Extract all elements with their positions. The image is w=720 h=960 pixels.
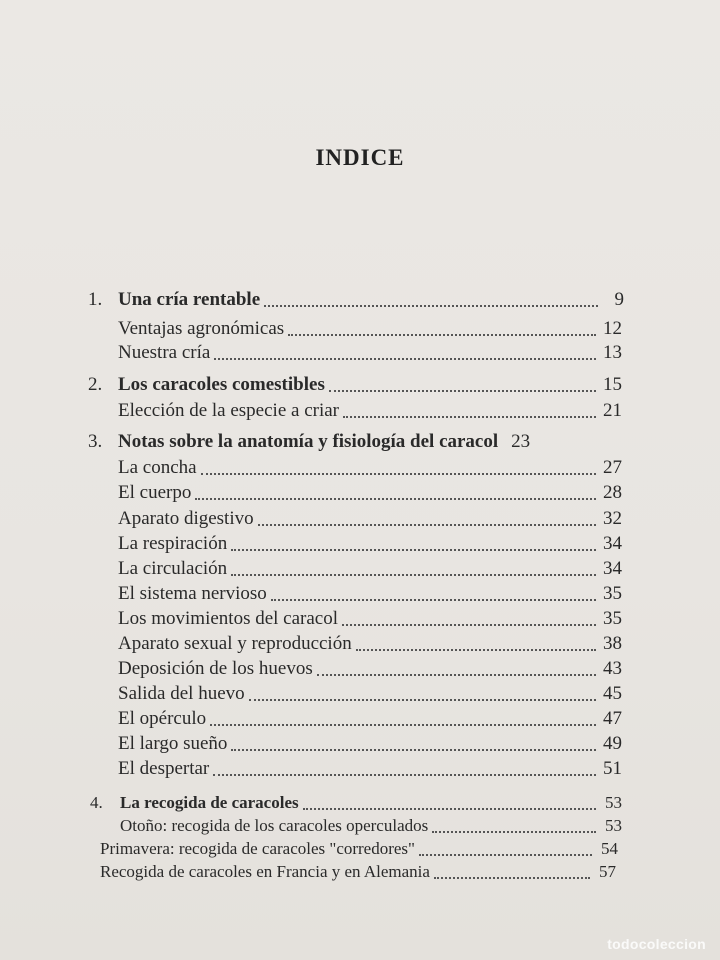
- toc-item: [118, 532, 622, 556]
- chapter-number: 4.: [90, 793, 103, 812]
- section-title: La circulación: [118, 558, 228, 579]
- toc-item: [118, 682, 622, 706]
- page-number: 12: [603, 318, 622, 339]
- page-number: 28: [603, 482, 622, 503]
- section-title: El cuerpo: [118, 482, 192, 503]
- dot-leader: [356, 649, 596, 651]
- chapter-title: Notas sobre la anatomía y fisiología del caracol: [118, 431, 499, 452]
- toc-chapter: [88, 288, 624, 312]
- dot-leader: [303, 808, 596, 810]
- toc-item: [118, 607, 622, 631]
- dot-leader: [249, 699, 596, 701]
- section-title: Primavera: recogida de caracoles "corredores": [100, 839, 415, 858]
- toc-item: [118, 732, 622, 756]
- page-title: INDICE: [315, 145, 405, 170]
- page-number: 54: [601, 839, 618, 858]
- page-number: 34: [603, 533, 622, 554]
- page-number: 9: [614, 289, 624, 310]
- toc-item: [118, 557, 622, 581]
- toc-item: [118, 757, 622, 781]
- section-title: Nuestra cría: [118, 342, 211, 363]
- page-number: 23: [511, 431, 531, 452]
- section-title: El largo sueño: [118, 733, 228, 754]
- dot-leader: [343, 416, 596, 418]
- dot-leader: [329, 390, 596, 392]
- chapter-title: La recogida de caracoles: [120, 793, 299, 812]
- section-title: Recogida de caracoles en Francia y en Alemania: [100, 862, 430, 881]
- page-number: 34: [603, 558, 622, 579]
- section-title: Los movimientos del caracol: [118, 608, 339, 629]
- toc-item: [118, 341, 622, 365]
- dot-leader: [231, 549, 596, 551]
- section-title: La respiración: [118, 533, 228, 554]
- toc-chapter: [90, 791, 624, 815]
- section-title: Salida del huevo: [118, 683, 245, 704]
- dot-leader: [231, 574, 596, 576]
- page-number: 53: [605, 816, 622, 835]
- dot-leader: [434, 877, 590, 879]
- section-title: El opérculo: [118, 708, 207, 729]
- page-number: 35: [603, 583, 622, 604]
- watermark: todocoleccion: [607, 936, 706, 952]
- page-number: 27: [603, 457, 622, 478]
- dot-leader: [271, 599, 596, 601]
- dot-leader: [231, 749, 596, 751]
- dot-leader: [317, 674, 596, 676]
- dot-leader: [210, 724, 596, 726]
- dot-leader: [213, 774, 596, 776]
- toc-item: [118, 507, 622, 531]
- chapter-number: 2.: [88, 374, 103, 395]
- toc-item: [120, 814, 624, 838]
- toc-item: [118, 456, 622, 480]
- section-title: La concha: [118, 457, 197, 478]
- toc-chapter: [88, 373, 622, 397]
- dot-leader: [264, 305, 598, 307]
- dot-leader: [201, 473, 596, 475]
- page-number: 43: [603, 658, 622, 679]
- toc-item: [118, 582, 622, 606]
- dot-leader: [258, 524, 596, 526]
- page-number: 13: [603, 342, 622, 363]
- dot-leader: [342, 624, 596, 626]
- page-number: 49: [603, 733, 622, 754]
- dot-leader: [419, 854, 592, 856]
- chapter-title: Una cría rentable: [118, 289, 261, 310]
- page-number: 45: [603, 683, 622, 704]
- toc-chapter: [88, 430, 622, 454]
- section-title: Aparato digestivo: [118, 508, 254, 529]
- section-title: Otoño: recogida de los caracoles operculados: [120, 816, 429, 835]
- toc-item: [100, 860, 622, 884]
- dot-leader: [214, 358, 596, 360]
- toc-item: [118, 317, 622, 341]
- page-number: 47: [603, 708, 622, 729]
- dot-leader: [195, 498, 596, 500]
- section-title: El sistema nervioso: [118, 583, 267, 604]
- page-number: 21: [603, 400, 622, 421]
- dot-leader: [288, 334, 596, 336]
- section-title: Elección de la especie a criar: [118, 400, 339, 421]
- section-title: El despertar: [118, 758, 210, 779]
- section-title: Ventajas agronómicas: [118, 318, 285, 339]
- toc-item: [118, 481, 622, 505]
- section-title: Aparato sexual y reproducción: [118, 633, 352, 654]
- dot-leader: [432, 831, 596, 833]
- chapter-title: Los caracoles comestibles: [118, 374, 325, 395]
- page-number: 15: [603, 374, 622, 395]
- page-number: 35: [603, 608, 622, 629]
- toc-item: [118, 399, 622, 423]
- toc-item: [118, 707, 622, 731]
- section-title: Deposición de los huevos: [118, 658, 313, 679]
- toc-item: [118, 657, 622, 681]
- chapter-number: 3.: [88, 431, 103, 452]
- toc-item: [100, 837, 622, 861]
- chapter-number: 1.: [88, 289, 103, 310]
- page-number: 32: [603, 508, 622, 529]
- page-number: 51: [603, 758, 622, 779]
- page-number: 57: [599, 862, 616, 881]
- page-number: 38: [603, 633, 622, 654]
- toc-item: [118, 632, 622, 656]
- page-number: 53: [605, 793, 622, 812]
